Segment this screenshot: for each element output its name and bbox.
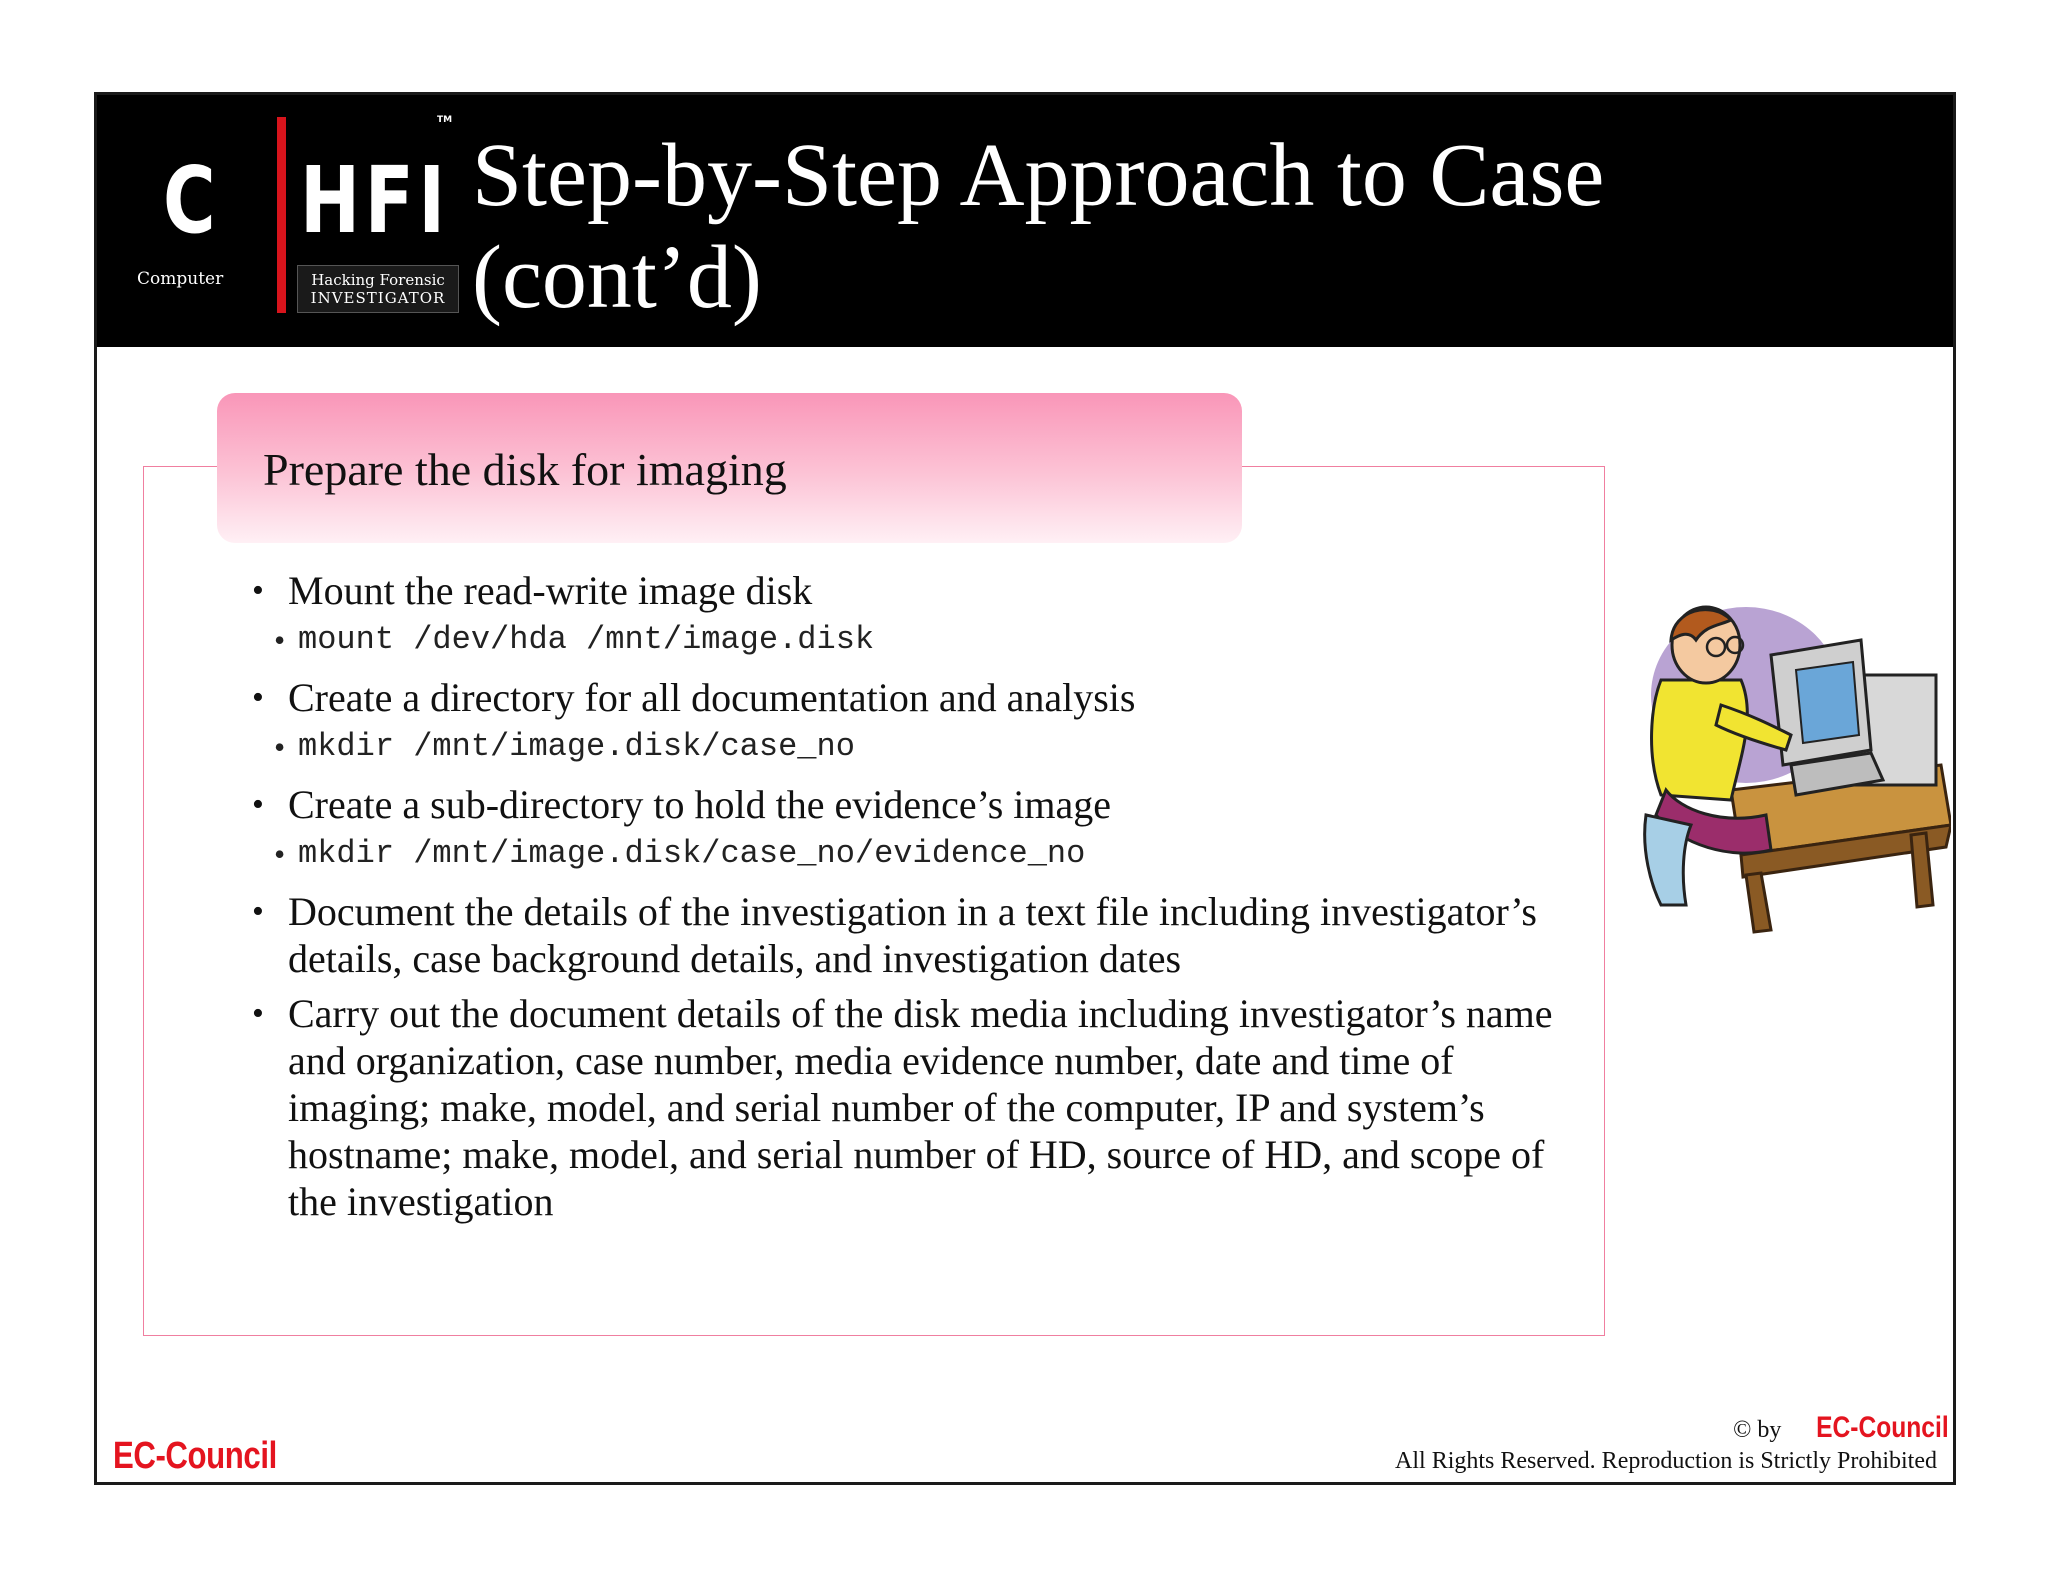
section-heading: Prepare the disk for imaging [263, 444, 787, 495]
command-item: • mount /dev/hda /mnt/image.disk [264, 620, 1602, 660]
investigator-at-computer-illustration [1621, 585, 1951, 935]
slide [94, 92, 1956, 1485]
bullet-item: • Carry out the document details of the disk media including investigator’s name and organization, case number, media evidence number, date and time of imaging; make, model, and serial number of the computer, IP and system’s hostname; make, model, and serial number of HD, source of HD, and scope of the investigation [252, 990, 1602, 1225]
logo-investigator-box [297, 265, 459, 313]
slide-title: Step-by-Step Approach to Case (cont’d) [472, 126, 1605, 327]
ec-council-logo: EC-Council [113, 1435, 277, 1477]
bullet-item: • Create a directory for all documentation and analysis [252, 674, 1602, 721]
copyright-prefix: © by [1733, 1417, 1782, 1443]
rights-reserved-text: All Rights Reserved. Reproduction is Strictly Prohibited [1395, 1448, 1937, 1474]
logo-hacking-forensic: Hacking Forensic [311, 271, 445, 289]
logo-red-bar [277, 117, 286, 313]
slide-header [97, 95, 1953, 347]
logo-computer-label: Computer [137, 269, 224, 289]
bullet-item: • Mount the read-write image disk [252, 567, 1602, 614]
logo-investigator: INVESTIGATOR [310, 289, 446, 307]
trademark-mark: TM [437, 115, 453, 125]
logo-letter-c: C [163, 147, 216, 254]
copyright-brand: EC-Council [1816, 1411, 1949, 1444]
bullet-item: • Document the details of the investigation in a text file including investigator’s details, case background details, and investigation dates [252, 888, 1602, 982]
bullet-item: • Create a sub-directory to hold the evidence’s image [252, 781, 1602, 828]
section-heading-tab [217, 393, 1242, 543]
command-item: • mkdir /mnt/image.disk/case_no [264, 727, 1602, 767]
command-item: • mkdir /mnt/image.disk/case_no/evidence_no [264, 834, 1602, 874]
bullet-list [252, 567, 1602, 1225]
copyright-notice [1395, 1411, 1949, 1475]
chfi-logo [137, 115, 453, 330]
logo-letters-hfi: HFI [300, 147, 450, 254]
